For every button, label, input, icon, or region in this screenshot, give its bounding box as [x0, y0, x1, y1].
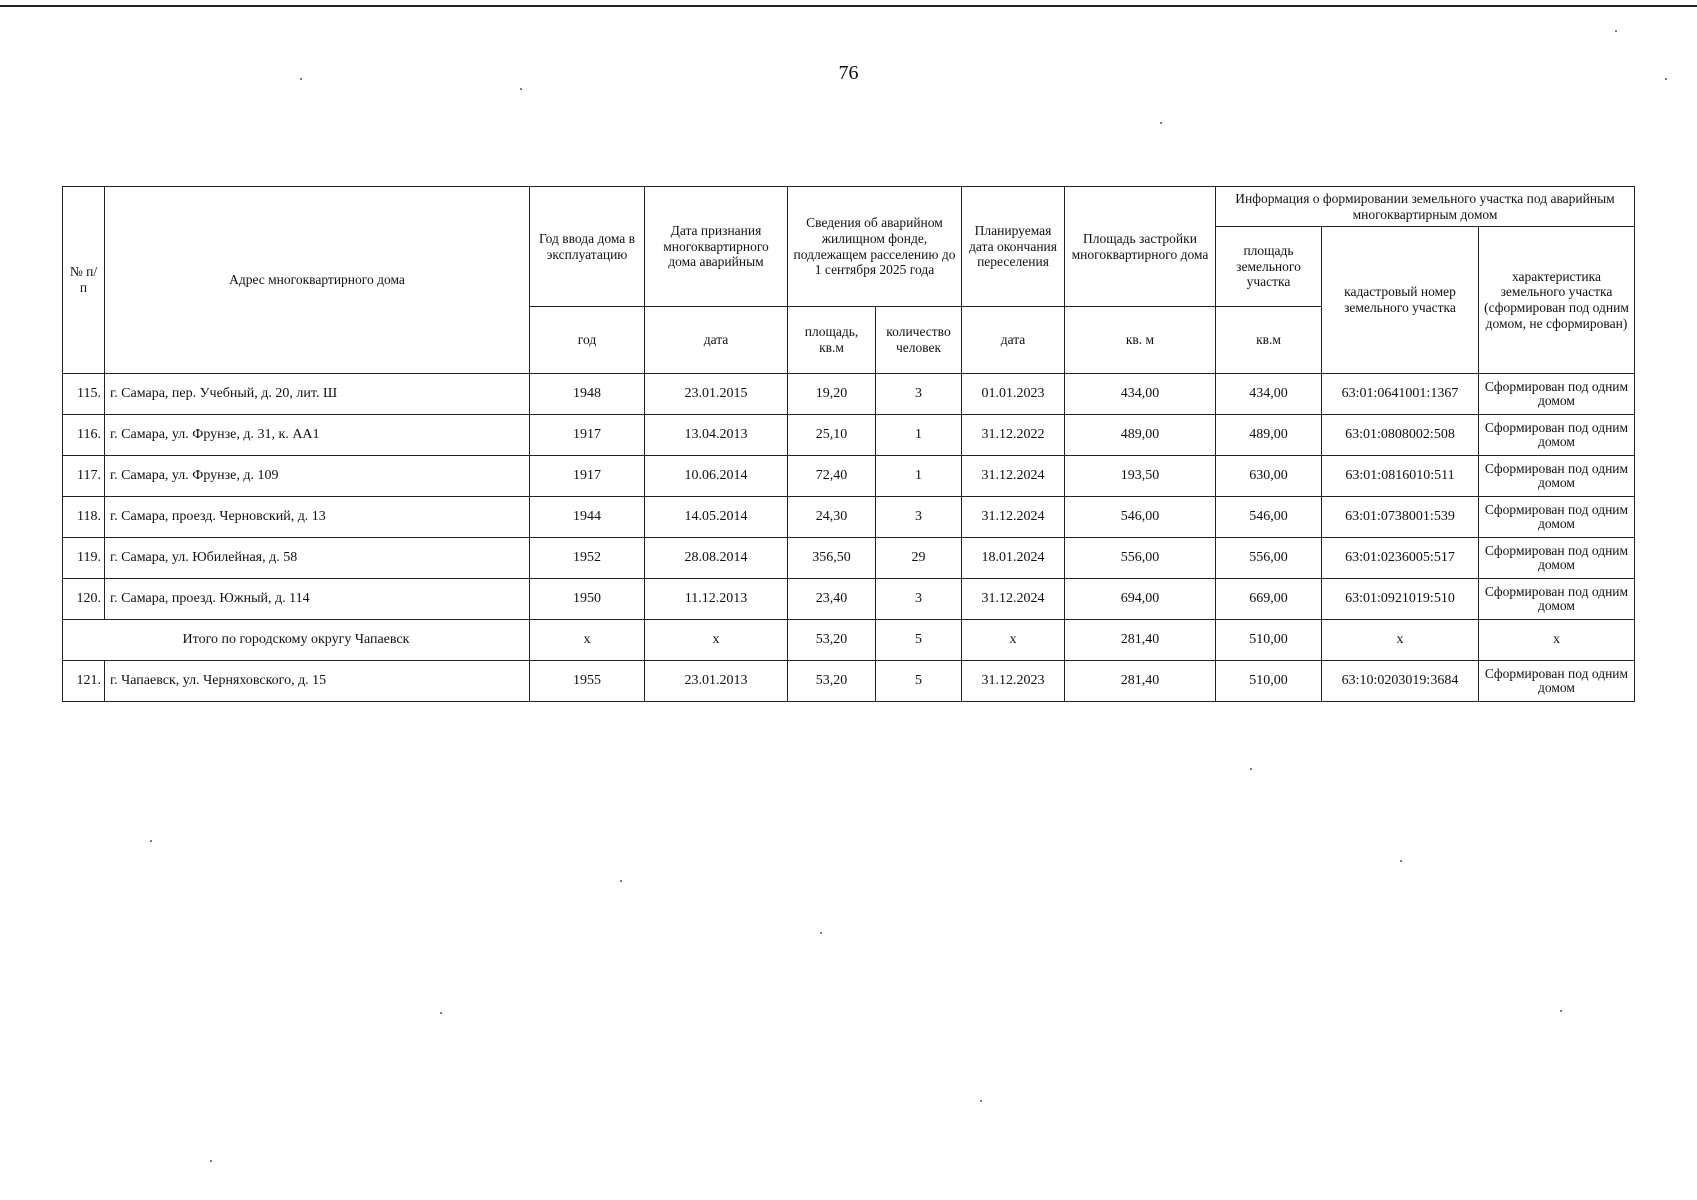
row-status: Сформирован под одним домом: [1479, 374, 1635, 415]
subtotal-people: 5: [876, 620, 962, 661]
row-building-area: 694,00: [1065, 579, 1216, 620]
row-land-area: 669,00: [1216, 579, 1322, 620]
row-land-area: 546,00: [1216, 497, 1322, 538]
row-recognized: 11.12.2013: [645, 579, 788, 620]
table-row: [63, 497, 1635, 538]
row-year: 1950: [530, 579, 645, 620]
row-land-area: 489,00: [1216, 415, 1322, 456]
table-header: [63, 187, 1635, 374]
row-recognized: 10.06.2014: [645, 456, 788, 497]
row-address: г. Самара, ул. Юбилейная, д. 58: [105, 538, 530, 579]
row-land-area: 510,00: [1216, 661, 1322, 702]
row-status: Сформирован под одним домом: [1479, 497, 1635, 538]
row-recognized: 23.01.2015: [645, 374, 788, 415]
header-num: № п/п: [63, 187, 105, 374]
table-body: [63, 374, 1635, 702]
row-recognized: 28.08.2014: [645, 538, 788, 579]
subtotal-status: х: [1479, 620, 1635, 661]
row-cadastral: 63:01:0921019:510: [1322, 579, 1479, 620]
top-rule: [0, 5, 1697, 7]
unit-sqm2: кв.м: [1216, 307, 1322, 374]
unit-sqm: кв. м: [1065, 307, 1216, 374]
row-year: 1944: [530, 497, 645, 538]
row-area: 25,10: [788, 415, 876, 456]
header-address: Адрес многоквартирного дома: [105, 187, 530, 374]
table-row: [63, 456, 1635, 497]
row-land-area: 556,00: [1216, 538, 1322, 579]
row-address: г. Чапаевск, ул. Черняховского, д. 15: [105, 661, 530, 702]
header-land-area: площадь земельного участка: [1216, 227, 1322, 307]
row-num: 118.: [63, 497, 105, 538]
header-cadastral: кадастровый номер земельного участка: [1322, 227, 1479, 374]
row-num: 116.: [63, 415, 105, 456]
row-area: 356,50: [788, 538, 876, 579]
table-row: [63, 374, 1635, 415]
row-status: Сформирован под одним домом: [1479, 415, 1635, 456]
row-planned: 18.01.2024: [962, 538, 1065, 579]
row-cadastral: 63:10:0203019:3684: [1322, 661, 1479, 702]
row-planned: 31.12.2024: [962, 579, 1065, 620]
row-num: 119.: [63, 538, 105, 579]
row-area: 19,20: [788, 374, 876, 415]
subtotal-row: [63, 620, 1635, 661]
subtotal-planned: х: [962, 620, 1065, 661]
table-row: [63, 415, 1635, 456]
page-number: 76: [838, 62, 859, 84]
subtotal-year: х: [530, 620, 645, 661]
row-cadastral: 63:01:0738001:539: [1322, 497, 1479, 538]
row-recognized: 23.01.2013: [645, 661, 788, 702]
row-area: 53,20: [788, 661, 876, 702]
table-row: [63, 579, 1635, 620]
row-people: 3: [876, 579, 962, 620]
row-cadastral: 63:01:0236005:517: [1322, 538, 1479, 579]
row-planned: 31.12.2024: [962, 456, 1065, 497]
row-year: 1917: [530, 456, 645, 497]
row-cadastral: 63:01:0808002:508: [1322, 415, 1479, 456]
header-date-recognized: Дата признания многоквартирного дома аварийным: [645, 187, 788, 307]
header-land-info: Информация о формировании земельного участка под аварийным многоквартирным домом: [1216, 187, 1635, 227]
row-cadastral: 63:01:0641001:1367: [1322, 374, 1479, 415]
table-row: [63, 538, 1635, 579]
row-status: Сформирован под одним домом: [1479, 661, 1635, 702]
row-building-area: 556,00: [1065, 538, 1216, 579]
row-planned: 01.01.2023: [962, 374, 1065, 415]
row-area: 23,40: [788, 579, 876, 620]
unit-people: количество человек: [876, 307, 962, 374]
row-year: 1917: [530, 415, 645, 456]
row-year: 1952: [530, 538, 645, 579]
row-planned: 31.12.2022: [962, 415, 1065, 456]
row-address: г. Самара, пер. Учебный, д. 20, лит. Ш: [105, 374, 530, 415]
row-status: Сформирован под одним домом: [1479, 456, 1635, 497]
unit-area: площадь, кв.м: [788, 307, 876, 374]
row-status: Сформирован под одним домом: [1479, 579, 1635, 620]
row-building-area: 546,00: [1065, 497, 1216, 538]
subtotal-cadastral: х: [1322, 620, 1479, 661]
row-address: г. Самара, проезд. Черновский, д. 13: [105, 497, 530, 538]
row-building-area: 193,50: [1065, 456, 1216, 497]
table-row: [63, 661, 1635, 702]
row-address: г. Самара, проезд. Южный, д. 114: [105, 579, 530, 620]
subtotal-building-area: 281,40: [1065, 620, 1216, 661]
row-address: г. Самара, ул. Фрунзе, д. 31, к. АА1: [105, 415, 530, 456]
emergency-housing-table: [62, 186, 1635, 702]
header-planned-date: Планируемая дата окончания переселения: [962, 187, 1065, 307]
row-people: 3: [876, 497, 962, 538]
row-building-area: 489,00: [1065, 415, 1216, 456]
row-people: 1: [876, 456, 962, 497]
row-year: 1948: [530, 374, 645, 415]
unit-date2: дата: [962, 307, 1065, 374]
row-planned: 31.12.2024: [962, 497, 1065, 538]
subtotal-land-area: 510,00: [1216, 620, 1322, 661]
header-building-area: Площадь застройки многоквартирного дома: [1065, 187, 1216, 307]
subtotal-recognized: х: [645, 620, 788, 661]
row-year: 1955: [530, 661, 645, 702]
row-people: 5: [876, 661, 962, 702]
row-status: Сформирован под одним домом: [1479, 538, 1635, 579]
header-land-char: характеристика земельного участка (сформирован под одним домом, не сформирован): [1479, 227, 1635, 374]
row-area: 72,40: [788, 456, 876, 497]
row-recognized: 13.04.2013: [645, 415, 788, 456]
row-land-area: 630,00: [1216, 456, 1322, 497]
row-recognized: 14.05.2014: [645, 497, 788, 538]
row-people: 29: [876, 538, 962, 579]
row-people: 3: [876, 374, 962, 415]
row-num: 120.: [63, 579, 105, 620]
unit-year: год: [530, 307, 645, 374]
row-num: 121.: [63, 661, 105, 702]
unit-date: дата: [645, 307, 788, 374]
subtotal-label: Итого по городскому округу Чапаевск: [63, 620, 530, 661]
subtotal-area: 53,20: [788, 620, 876, 661]
header-year-built: Год ввода дома в эксплуатацию: [530, 187, 645, 307]
row-address: г. Самара, ул. Фрунзе, д. 109: [105, 456, 530, 497]
row-num: 117.: [63, 456, 105, 497]
row-people: 1: [876, 415, 962, 456]
row-planned: 31.12.2023: [962, 661, 1065, 702]
header-fund-info: Сведения об аварийном жилищном фонде, подлежащем расселению до 1 сентября 2025 года: [788, 187, 962, 307]
row-area: 24,30: [788, 497, 876, 538]
row-land-area: 434,00: [1216, 374, 1322, 415]
row-cadastral: 63:01:0816010:511: [1322, 456, 1479, 497]
row-num: 115.: [63, 374, 105, 415]
row-building-area: 434,00: [1065, 374, 1216, 415]
row-building-area: 281,40: [1065, 661, 1216, 702]
